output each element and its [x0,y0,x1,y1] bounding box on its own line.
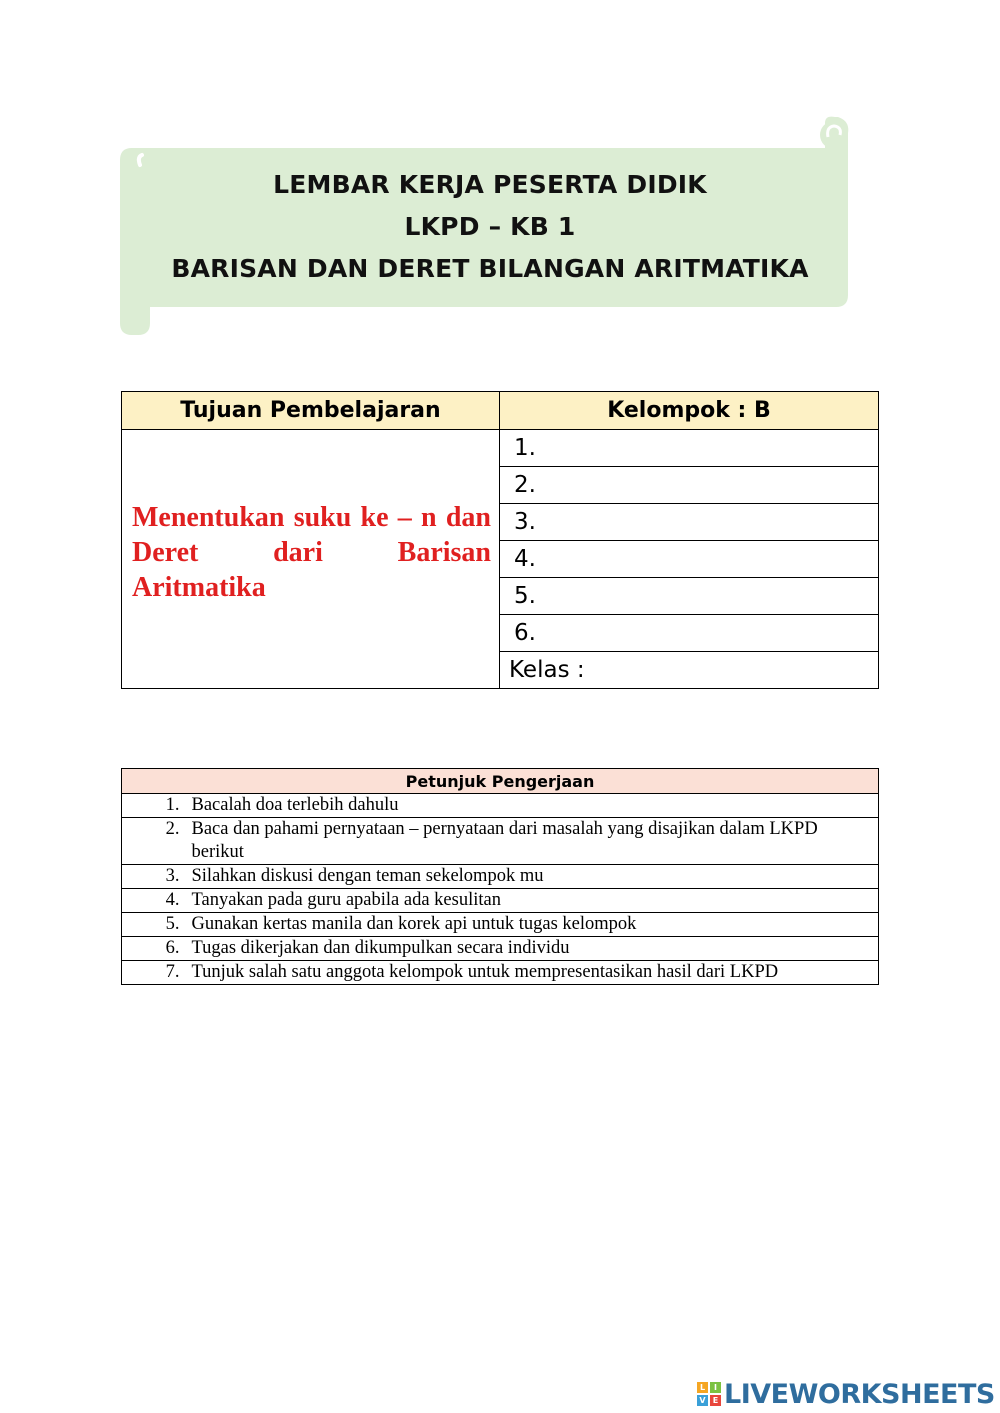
instruction-item [122,818,879,865]
instruction-text: Tanyakan pada guru apabila ada kesulitan [192,889,879,913]
member-field[interactable]: 6. [500,615,879,652]
instruction-item [122,913,879,937]
instruction-number: 2. [122,818,192,865]
objectives-table [121,391,879,689]
instructions-title: Petunjuk Pengerjaan [122,769,879,794]
worksheet-topic: BARISAN DAN DERET BILANGAN ARITMATIKA [171,254,809,283]
member-field[interactable]: 5. [500,578,879,615]
member-field[interactable]: 3. [500,504,879,541]
instruction-text: Bacalah doa terlebih dahulu [192,794,879,818]
liveworksheets-brand[interactable] [697,1376,995,1412]
learning-goal-text: Menentukan suku ke – n dan Deret dari Barisan Aritmatika [122,430,500,689]
instruction-number: 7. [122,961,192,985]
brand-name: LIVEWORKSHEETS [724,1378,995,1410]
worksheet-title: LEMBAR KERJA PESERTA DIDIK [273,170,707,199]
instruction-text: Tunjuk salah satu anggota kelompok untuk mempresentasikan hasil dari LKPD [192,961,879,985]
logo-letter: E [710,1395,721,1406]
instruction-text: Baca dan pahami pernyataan – pernyataan dari masalah yang disajikan dalam LKPD berikut [192,818,879,865]
logo-letter: V [697,1395,708,1406]
instructions-table [121,768,879,985]
instruction-number: 5. [122,913,192,937]
instruction-item [122,937,879,961]
worksheet-code: LKPD – KB 1 [404,212,576,241]
member-field[interactable]: 4. [500,541,879,578]
instruction-item [122,865,879,889]
logo-letter: I [710,1382,721,1393]
instruction-item [122,889,879,913]
objectives-header: Tujuan Pembelajaran [122,392,500,430]
liveworksheets-logo-icon [697,1382,721,1406]
member-field[interactable]: 1. [500,430,879,467]
instruction-text: Silahkan diskusi dengan teman sekelompok mu [192,865,879,889]
group-header: Kelompok : B [500,392,879,430]
logo-letter: L [697,1382,708,1393]
instruction-number: 1. [122,794,192,818]
instruction-number: 6. [122,937,192,961]
instruction-item [122,794,879,818]
instruction-number: 4. [122,889,192,913]
instruction-item [122,961,879,985]
instruction-text: Tugas dikerjakan dan dikumpulkan secara individu [192,937,879,961]
class-field[interactable]: Kelas : [500,652,879,689]
member-field[interactable]: 2. [500,467,879,504]
instruction-text: Gunakan kertas manila dan korek api untuk tugas kelompok [192,913,879,937]
instruction-number: 3. [122,865,192,889]
